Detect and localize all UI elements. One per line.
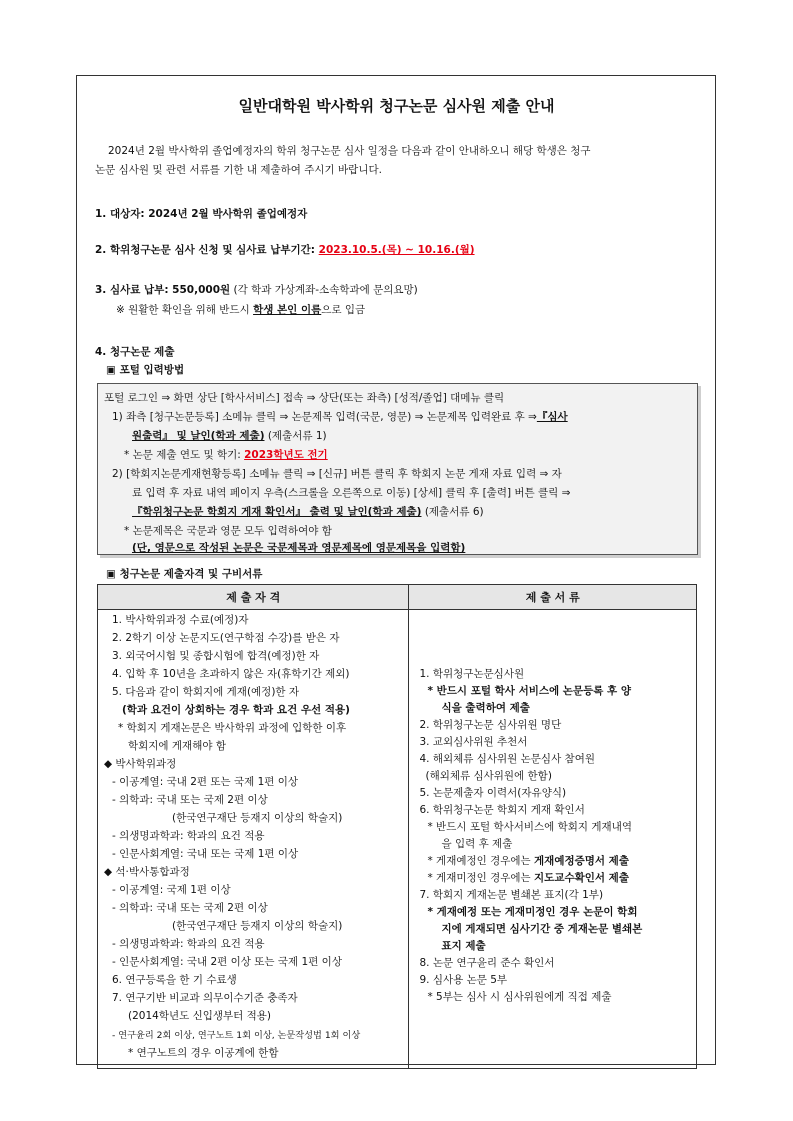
doc-line: 7. 학회지 게재논문 별쇄본 표지(각 1부) [419,889,604,901]
doc-line: 6. 학위청구논문 학회지 게재 확인서 [419,804,585,816]
qual-line: - 연구윤리 2회 이상, 연구노트 1회 이상, 논문작성법 1회 이상 [112,1030,361,1041]
remark-student-name: 학생 본인 이름 [253,304,322,316]
doc-line: 4. 해외체류 심사위원 논문심사 참여원 [419,753,595,765]
portal-heading: ▣ 포털 입력방법 [106,364,185,376]
qual-line: 5. 다음과 같이 학회지에 게재(예정)한 자 [112,686,300,698]
doc-line: * 5부는 심사 시 심사위원에게 직접 제출 [427,991,612,1003]
portal-line-1: 포털 로그인 ⇒ 화면 상단 [학사서비스] 접속 ⇒ 상단(또는 좌측) [성적/졸업] 대메뉴 클릭 [104,392,505,404]
remark-text-c: 으로 입금 [321,304,366,316]
section-3-note: (각 학과 가상계좌-소속학과에 문의요망) [230,284,418,296]
qual-line: (학과 요건이 상회하는 경우 학과 요건 우선 적용) [122,704,350,716]
portal-line-5: 2) [학회지논문게재현황등록] 소메뉴 클릭 ⇒ [신규] 버튼 클릭 후 학회지 논문 게재 자료 입력 ⇒ 자 [112,468,562,480]
doc-line: 1. 학위청구논문심사원 [419,668,525,680]
doc-line: 5. 논문제출자 이력서(자유양식) [419,787,567,799]
qual-line: - 인문사회계열: 국내 또는 국제 1편 이상 [112,848,299,860]
doc-line: 2. 학위청구논문 심사위원 명단 [419,719,562,731]
section-3-label: 3. 심사료 납부: 550,000원 [95,284,231,296]
doc-line: (해외체류 심사위원에 한함) [425,770,552,782]
section-4-title: 4. 청구논문 제출 [95,346,175,358]
section-2-label: 2. 학위청구논문 심사 신청 및 심사료 납부기간: [95,244,319,256]
portal-line-3 [132,428,327,443]
portal-line-6: 료 입력 후 자료 내역 페이지 우측(스크롤을 오른쪽으로 이동) [상세] 클릭 후 [출력] 버튼 클릭 ⇒ [132,487,571,499]
doc-line [427,853,629,868]
qual-line: (한국연구재단 등재지 이상의 학술지) [172,920,343,932]
doc-line: 3. 교외심사위원 추천서 [419,736,528,748]
qual-line: * 연구노트의 경우 이공계에 한함 [128,1047,279,1059]
portal-line-9: (단, 영문으로 작성된 논문은 국문제목과 영문제목에 영문제목을 입력함) [132,542,466,554]
doc-line: * 반드시 포털 학사서비스에 학회지 게재내역 [427,821,632,833]
portal-semester-value: 2023학년도 전기 [244,449,328,461]
qual-line: 6. 연구등록을 한 기 수료생 [112,974,237,986]
doc-line: 8. 논문 연구윤리 준수 확인서 [419,957,555,969]
portal-doc-1: (제출서류 1) [264,430,327,442]
qual-line: ◆ 석·박사통합과정 [104,866,190,878]
qual-line: 학회지에 게재해야 함 [128,740,226,752]
intro-line-1: 2024년 2월 박사학위 졸업예정자의 학위 청구논문 심사 일정을 다음과 같이 안내하오니 해당 학생은 청구 [108,145,591,157]
qual-line: - 의학과: 국내 또는 국제 2편 이상 [112,902,268,914]
qual-line: (한국연구재단 등재지 이상의 학술지) [172,812,343,824]
documents-cell [409,610,697,1069]
section-3-remark [116,302,365,317]
header-qualification: 제 출 자 격 [98,585,409,610]
qual-line: 7. 연구기반 비교과 의무이수기준 충족자 [112,992,298,1004]
doc-undecided-text: * 게재미정인 경우에는 [427,872,535,884]
qualification-cell [98,610,409,1069]
portal-doc-6: (제출서류 6) [421,506,484,518]
section-3-fee [95,282,418,297]
portal-line-4 [124,447,328,462]
doc-advisor-cert: 지도교수확인서 제출 [534,872,629,884]
qual-line: - 이공계열: 국제 1편 이상 [112,884,231,896]
portal-line-8: * 논문제목은 국문과 영문 모두 입력하여야 함 [124,525,332,537]
doc-line: 을 입력 후 제출 [441,838,513,850]
requirements-heading: ▣ 청구논문 제출자격 및 구비서류 [106,568,263,580]
qual-line: - 이공계열: 국내 2편 또는 국제 1편 이상 [112,776,299,788]
qual-line: - 의학과: 국내 또는 국제 2편 이상 [112,794,268,806]
qual-line: - 의생명과학과: 학과의 요건 적용 [112,830,265,842]
page-title: 일반대학원 박사학위 청구논문 심사원 제출 안내 [238,97,555,115]
doc-line: 표지 제출 [441,940,486,952]
doc-line: 9. 심사용 논문 5부 [419,974,508,986]
qual-line: * 학회지 게재논문은 박사학위 과정에 입학한 이후 [118,722,347,734]
portal-semester-label: * 논문 제출 연도 및 학기: [124,449,245,461]
remark-text-a: ※ 원활한 확인을 위해 반드시 [116,304,254,316]
doc-line: * 반드시 포털 학사 서비스에 논문등록 후 양 [427,685,631,697]
qual-line: 2. 2학기 이상 논문지도(연구학점 수강)를 받은 자 [112,632,340,644]
section-1-target: 1. 대상자: 2024년 2월 박사학위 졸업예정자 [95,208,308,220]
portal-line-2 [112,409,568,424]
qual-line: 4. 입학 후 10년을 초과하지 않은 자(휴학기간 제외) [112,668,350,680]
doc-line: * 게재예정 또는 게재미정인 경우 논문이 학회 [427,906,638,918]
qual-line: ◆ 박사학위과정 [104,758,177,770]
intro-line-2: 논문 심사원 및 관련 서류를 기한 내 제출하여 주시기 바랍니다. [95,164,382,176]
qual-line: - 인문사회계열: 국내 2편 이상 또는 국제 1편 이상 [112,956,342,968]
doc-line: 지에 게재되면 심사기간 중 게재논문 별쇄본 [441,923,643,935]
doc-line: 식을 출력하여 제출 [441,702,530,714]
qual-line: 1. 박사학위과정 수료(예정)자 [112,614,249,626]
portal-print-seal: 원출력』 및 날인(학과 제출) [132,430,265,442]
portal-line-7 [132,504,484,519]
doc-line [427,870,629,885]
qual-line: - 의생명과학과: 학과의 요건 적용 [112,938,265,950]
qual-line: 3. 외국어시험 및 종합시험에 합격(예정)한 자 [112,650,320,662]
portal-journal-confirm: 『학위청구논문 학회지 게재 확인서』 출력 및 날인(학과 제출) [132,506,422,518]
header-documents: 제 출 서 류 [409,585,697,610]
portal-step1-text: 1) 좌측 [청구논문등록] 소메뉴 클릭 ⇒ 논문제목 입력(국문, 영문) ⇒ 논문제목 입력완료 후 ⇒ [112,411,537,423]
portal-instructions-box [97,383,698,555]
qual-line: (2014학년도 신입생부터 적용) [128,1010,272,1022]
doc-expected-cert: 게재예정증명서 제출 [534,855,629,867]
portal-step1-print: 『심사 [536,411,568,423]
section-2-dates: 2023.10.5.(목) ~ 10.16.(월) [318,244,475,256]
doc-expected-text: * 게재예정인 경우에는 [427,855,535,867]
section-2-period [95,242,475,257]
requirements-table [97,584,697,1069]
